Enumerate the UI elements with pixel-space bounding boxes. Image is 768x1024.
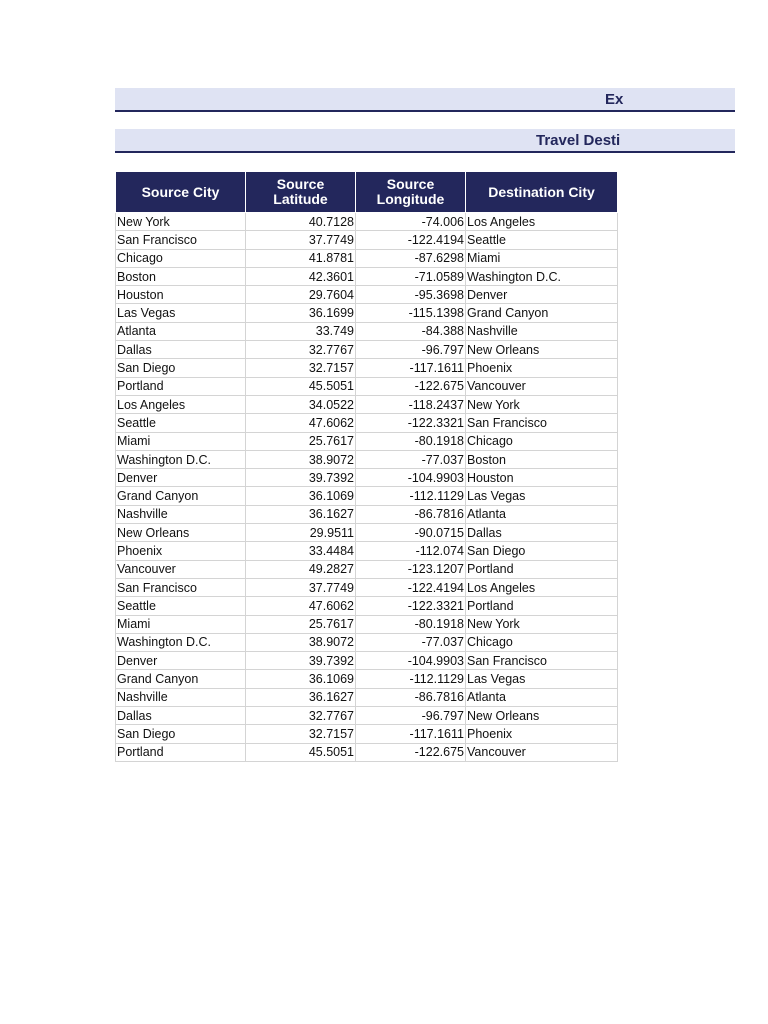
table-row [116,322,618,340]
table-row [116,688,618,706]
table-row [116,341,618,359]
source-longitude-cell[interactable]: -86.7816 [356,505,466,523]
source-latitude-cell[interactable]: 34.0522 [246,395,356,413]
source-longitude-cell[interactable]: -112.074 [356,542,466,560]
source-latitude-cell[interactable]: 45.5051 [246,377,356,395]
source-longitude-cell[interactable]: -95.3698 [356,286,466,304]
source-city-cell[interactable]: Seattle [116,597,246,615]
source-city-cell[interactable]: Las Vegas [116,304,246,322]
source-latitude-cell[interactable]: 36.1069 [246,487,356,505]
source-longitude-cell[interactable]: -90.0715 [356,524,466,542]
source-latitude-cell[interactable]: 36.1069 [246,670,356,688]
source-city-cell[interactable]: Grand Canyon [116,487,246,505]
column-header-source-longitude[interactable]: Source Longitude [356,172,466,213]
destination-city-cell[interactable]: Phoenix [466,359,618,377]
source-latitude-cell[interactable]: 33.4484 [246,542,356,560]
source-longitude-cell[interactable]: -122.4194 [356,231,466,249]
travel-destinations-table [115,171,618,762]
destination-city-cell[interactable]: Nashville [466,322,618,340]
destination-city-cell[interactable]: San Francisco [466,414,618,432]
source-longitude-cell[interactable]: -123.1207 [356,560,466,578]
destination-city-cell[interactable]: Grand Canyon [466,304,618,322]
table-row [116,707,618,725]
table-row [116,524,618,542]
source-latitude-cell[interactable]: 37.7749 [246,231,356,249]
table-row [116,414,618,432]
destination-city-cell[interactable]: New York [466,395,618,413]
source-latitude-cell[interactable]: 37.7749 [246,578,356,596]
source-longitude-cell[interactable]: -112.1129 [356,670,466,688]
source-city-cell[interactable]: New Orleans [116,524,246,542]
destination-city-cell[interactable]: Atlanta [466,688,618,706]
table-row [116,213,618,231]
source-latitude-cell[interactable]: 45.5051 [246,743,356,761]
source-latitude-cell[interactable]: 38.9072 [246,450,356,468]
table-row [116,560,618,578]
destination-city-cell[interactable]: Phoenix [466,725,618,743]
table-row [116,652,618,670]
table-row [116,267,618,285]
source-city-cell[interactable]: Portland [116,377,246,395]
source-latitude-cell[interactable]: 40.7128 [246,213,356,231]
destination-city-cell[interactable]: Portland [466,597,618,615]
source-city-cell[interactable]: Atlanta [116,322,246,340]
source-latitude-cell[interactable]: 29.9511 [246,524,356,542]
source-city-cell[interactable]: Washington D.C. [116,450,246,468]
source-latitude-cell[interactable]: 36.1699 [246,304,356,322]
source-latitude-cell[interactable]: 32.7157 [246,359,356,377]
destination-city-cell[interactable]: Portland [466,560,618,578]
table-row [116,542,618,560]
source-city-cell[interactable]: Phoenix [116,542,246,560]
table-row [116,670,618,688]
source-city-cell[interactable]: Miami [116,615,246,633]
destination-city-cell[interactable]: Chicago [466,432,618,450]
destination-city-cell[interactable]: San Diego [466,542,618,560]
sheet-title-text: Ex [605,91,624,108]
destination-city-cell[interactable]: Boston [466,450,618,468]
source-longitude-cell[interactable]: -84.388 [356,322,466,340]
table-row [116,432,618,450]
table-row [116,469,618,487]
source-latitude-cell[interactable]: 32.7767 [246,341,356,359]
source-longitude-cell[interactable]: -96.797 [356,707,466,725]
source-longitude-cell[interactable]: -115.1398 [356,304,466,322]
source-longitude-cell[interactable]: -87.6298 [356,249,466,267]
table-row [116,377,618,395]
source-longitude-cell[interactable]: -117.1611 [356,359,466,377]
source-longitude-cell[interactable]: -80.1918 [356,615,466,633]
table-row [116,578,618,596]
source-city-cell[interactable]: New York [116,213,246,231]
destination-city-cell[interactable]: Chicago [466,633,618,651]
table-row [116,615,618,633]
source-longitude-cell[interactable]: -71.0589 [356,267,466,285]
destination-city-cell[interactable]: Miami [466,249,618,267]
source-city-cell[interactable]: Portland [116,743,246,761]
sheet-subtitle-text: Travel Desti [536,132,621,149]
table-row [116,249,618,267]
column-header-source-latitude[interactable]: Source Latitude [246,172,356,213]
column-header-source-city[interactable]: Source City [116,172,246,213]
destination-city-cell[interactable]: Denver [466,286,618,304]
source-city-cell[interactable]: Miami [116,432,246,450]
source-longitude-cell[interactable]: -122.675 [356,377,466,395]
destination-city-cell[interactable]: San Francisco [466,652,618,670]
source-latitude-cell[interactable]: 32.7157 [246,725,356,743]
source-city-cell[interactable]: Houston [116,286,246,304]
source-latitude-cell[interactable]: 47.6062 [246,414,356,432]
source-city-cell[interactable]: San Diego [116,359,246,377]
table-row [116,359,618,377]
source-city-cell[interactable]: Vancouver [116,560,246,578]
table-row [116,743,618,761]
table-row [116,450,618,468]
source-latitude-cell[interactable]: 47.6062 [246,597,356,615]
destination-city-cell[interactable]: New Orleans [466,341,618,359]
destination-city-cell[interactable]: Atlanta [466,505,618,523]
destination-city-cell[interactable]: Dallas [466,524,618,542]
source-latitude-cell[interactable]: 41.8781 [246,249,356,267]
destination-city-cell[interactable]: Las Vegas [466,670,618,688]
source-latitude-cell[interactable]: 36.1627 [246,688,356,706]
source-latitude-cell[interactable]: 32.7767 [246,707,356,725]
source-longitude-cell[interactable]: -112.1129 [356,487,466,505]
source-city-cell[interactable]: Los Angeles [116,395,246,413]
source-longitude-cell[interactable]: -117.1611 [356,725,466,743]
source-city-cell[interactable]: San Francisco [116,231,246,249]
table-row [116,231,618,249]
source-latitude-cell[interactable]: 38.9072 [246,633,356,651]
source-longitude-cell[interactable]: -122.4194 [356,578,466,596]
table-row [116,286,618,304]
source-longitude-cell[interactable]: -104.9903 [356,652,466,670]
source-latitude-cell[interactable]: 33.749 [246,322,356,340]
destination-city-cell[interactable]: Vancouver [466,743,618,761]
source-longitude-cell[interactable]: -122.3321 [356,414,466,432]
header-row [116,172,618,213]
source-longitude-cell[interactable]: -77.037 [356,450,466,468]
source-city-cell[interactable]: Boston [116,267,246,285]
source-longitude-cell[interactable]: -77.037 [356,633,466,651]
source-latitude-cell[interactable]: 25.7617 [246,432,356,450]
source-city-cell[interactable]: San Diego [116,725,246,743]
destination-city-cell[interactable]: New York [466,615,618,633]
destination-city-cell[interactable]: Vancouver [466,377,618,395]
table-row [116,505,618,523]
source-longitude-cell[interactable]: -80.1918 [356,432,466,450]
source-city-cell[interactable]: Nashville [116,505,246,523]
table-row [116,487,618,505]
destination-city-cell[interactable]: Los Angeles [466,213,618,231]
source-longitude-cell[interactable]: -96.797 [356,341,466,359]
source-city-cell[interactable]: Denver [116,652,246,670]
source-city-cell[interactable]: Nashville [116,688,246,706]
source-city-cell[interactable]: Dallas [116,707,246,725]
table-body [116,213,618,762]
source-longitude-cell[interactable]: -74.006 [356,213,466,231]
source-longitude-cell[interactable]: -86.7816 [356,688,466,706]
table-row [116,304,618,322]
source-city-cell[interactable]: Washington D.C. [116,633,246,651]
table-row [116,395,618,413]
source-city-cell[interactable]: Grand Canyon [116,670,246,688]
source-longitude-cell[interactable]: -122.3321 [356,597,466,615]
destination-city-cell[interactable]: Seattle [466,231,618,249]
sheet-subtitle [115,130,621,152]
source-latitude-cell[interactable]: 25.7617 [246,615,356,633]
source-city-cell[interactable]: San Francisco [116,578,246,596]
table-row [116,725,618,743]
source-latitude-cell[interactable]: 39.7392 [246,469,356,487]
source-latitude-cell[interactable]: 36.1627 [246,505,356,523]
source-longitude-cell[interactable]: -118.2437 [356,395,466,413]
table-row [116,597,618,615]
sheet-title [115,89,624,111]
source-latitude-cell[interactable]: 39.7392 [246,652,356,670]
destination-city-cell[interactable]: Las Vegas [466,487,618,505]
destination-city-cell[interactable]: New Orleans [466,707,618,725]
source-latitude-cell[interactable]: 49.2827 [246,560,356,578]
column-header-destination-city[interactable]: Destination City [466,172,618,213]
source-city-cell[interactable]: Denver [116,469,246,487]
source-city-cell[interactable]: Chicago [116,249,246,267]
source-longitude-cell[interactable]: -104.9903 [356,469,466,487]
source-city-cell[interactable]: Seattle [116,414,246,432]
table-row [116,633,618,651]
destination-city-cell[interactable]: Houston [466,469,618,487]
source-latitude-cell[interactable]: 29.7604 [246,286,356,304]
destination-city-cell[interactable]: Los Angeles [466,578,618,596]
destination-city-cell[interactable]: Washington D.C. [466,267,618,285]
source-longitude-cell[interactable]: -122.675 [356,743,466,761]
source-latitude-cell[interactable]: 42.3601 [246,267,356,285]
source-city-cell[interactable]: Dallas [116,341,246,359]
